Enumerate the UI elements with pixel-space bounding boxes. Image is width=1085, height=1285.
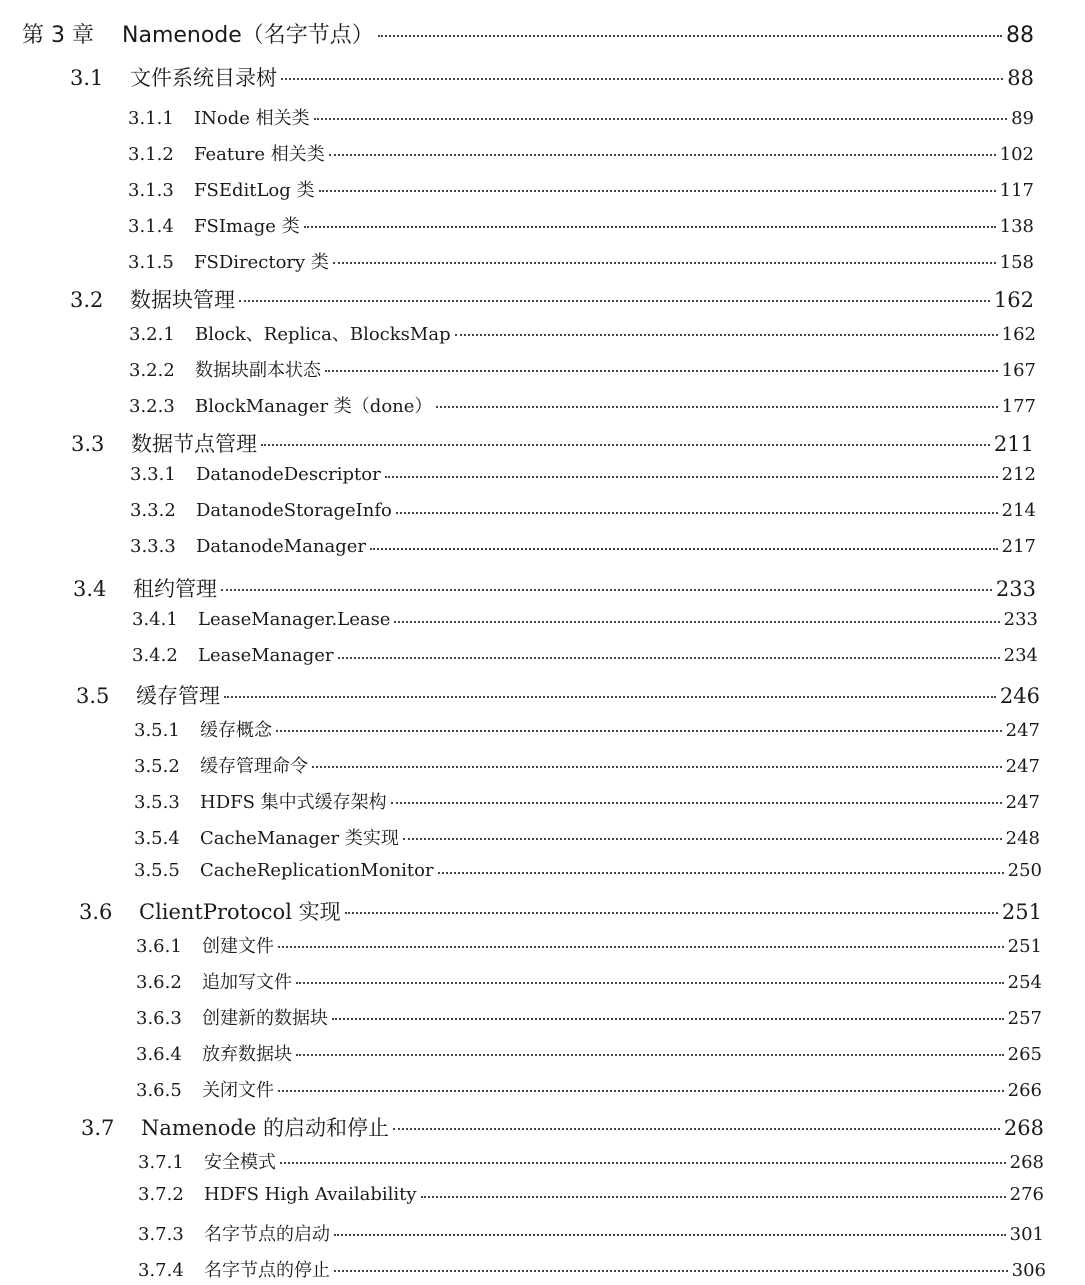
entry-title: Block、Replica、BlocksMap [195, 324, 451, 345]
entry-title: DatanodeStorageInfo [196, 500, 392, 521]
dot-leader [338, 657, 1000, 659]
entry-page-number: 250 [1007, 860, 1042, 881]
dot-leader [385, 476, 998, 478]
toc-subsection-entry[interactable] [132, 609, 1038, 630]
entry-title: HDFS 集中式缓存架构 [200, 792, 387, 813]
toc-subsection-entry[interactable] [138, 1220, 1044, 1246]
entry-number: 3.7.4 [138, 1260, 184, 1281]
entry-number: 3.6.1 [136, 936, 182, 957]
dot-leader [314, 118, 1008, 120]
entry-number: 3.7.3 [138, 1224, 184, 1245]
entry-title: 数据块管理 [130, 288, 235, 312]
toc-subsection-entry[interactable] [136, 968, 1042, 994]
entry-title: FSImage 类 [194, 216, 300, 237]
entry-number: 3.6.5 [136, 1080, 182, 1101]
entry-number: 3.7.2 [138, 1184, 184, 1205]
entry-title: LeaseManager.Lease [198, 609, 391, 630]
entry-title: 安全模式 [204, 1152, 276, 1173]
toc-subsection-entry[interactable] [130, 464, 1036, 485]
entry-title: HDFS High Availability [204, 1184, 417, 1205]
entry-number: 3.6 [79, 900, 113, 924]
toc-section-entry[interactable] [81, 1112, 1044, 1142]
toc-subsection-entry[interactable] [128, 212, 1034, 238]
entry-title: DatanodeDescriptor [196, 464, 381, 485]
entry-number: 3.1.1 [128, 108, 174, 129]
entry-page-number: 177 [1001, 396, 1036, 417]
entry-page-number: 217 [1001, 536, 1036, 557]
dot-leader [312, 766, 1002, 768]
dot-leader [296, 982, 1004, 984]
dot-leader [221, 589, 992, 591]
toc-subsection-entry[interactable] [134, 824, 1040, 850]
dot-leader [370, 548, 998, 550]
toc-subsection-entry[interactable] [134, 752, 1040, 778]
entry-number: 3.2.1 [129, 324, 175, 345]
entry-number: 3.2.2 [129, 360, 175, 381]
entry-page-number: 138 [999, 216, 1034, 237]
toc-subsection-entry[interactable] [136, 932, 1042, 958]
entry-number: 3.6.3 [136, 1008, 182, 1029]
entry-number: 3.2.3 [129, 396, 175, 417]
toc-subsection-entry[interactable] [128, 104, 1034, 130]
toc-subsection-entry[interactable] [130, 500, 1036, 521]
toc-section-entry[interactable] [71, 428, 1034, 458]
entry-title: 缓存管理 [136, 684, 220, 708]
chapter-page: 88 [1006, 23, 1034, 48]
entry-number: 3.6.2 [136, 972, 182, 993]
entry-page-number: 158 [999, 252, 1034, 273]
entry-title: 租约管理 [133, 577, 217, 601]
entry-title: 创建文件 [202, 936, 274, 957]
entry-title: FSDirectory 类 [194, 252, 329, 273]
dot-leader [280, 1162, 1006, 1164]
entry-page-number: 212 [1001, 464, 1036, 485]
entry-page-number: 254 [1007, 972, 1042, 993]
entry-page-number: 88 [1007, 66, 1034, 90]
dot-leader [393, 1128, 1000, 1130]
entry-number: 3.5.4 [134, 828, 180, 849]
entry-page-number: 233 [1003, 609, 1038, 630]
toc-section-entry[interactable] [79, 896, 1042, 926]
entry-title: 数据块副本状态 [195, 360, 321, 381]
dot-leader [281, 78, 1003, 80]
entry-title: 追加写文件 [202, 972, 292, 993]
dot-leader [345, 912, 998, 914]
entry-number: 3.7 [81, 1116, 115, 1140]
dot-leader [334, 1234, 1006, 1236]
entry-page-number: 268 [1003, 1116, 1044, 1140]
entry-title: CacheManager 类实现 [200, 828, 399, 849]
dot-leader [276, 730, 1002, 732]
toc-subsection-entry[interactable] [134, 716, 1040, 742]
toc-section-entry[interactable] [70, 62, 1034, 92]
entry-number: 3.3.1 [130, 464, 176, 485]
entry-page-number: 247 [1005, 756, 1040, 777]
entry-title: FSEditLog 类 [194, 180, 315, 201]
entry-number: 3.3.2 [130, 500, 176, 521]
entry-number: 3.5 [76, 684, 110, 708]
entry-number: 3.1.3 [128, 180, 174, 201]
entry-title: 数据节点管理 [131, 432, 257, 456]
entry-page-number: 257 [1007, 1008, 1042, 1029]
entry-page-number: 211 [993, 432, 1034, 456]
toc-subsection-entry[interactable] [136, 1076, 1042, 1102]
entry-number: 3.4.2 [132, 645, 178, 666]
entry-page-number: 246 [999, 684, 1040, 708]
chapter-number: 第 3 章 [22, 23, 94, 48]
dot-leader [378, 35, 1002, 37]
chapter-heading [22, 18, 1034, 49]
dot-leader [332, 1018, 1004, 1020]
dot-leader [396, 512, 998, 514]
entry-title: INode 相关类 [194, 108, 310, 129]
entry-title: Feature 相关类 [194, 144, 325, 165]
entry-number: 3.7.1 [138, 1152, 184, 1173]
entry-number: 3.3.3 [130, 536, 176, 557]
entry-page-number: 233 [995, 577, 1036, 601]
dot-leader [319, 190, 996, 192]
dot-leader [391, 802, 1002, 804]
entry-page-number: 117 [999, 180, 1034, 201]
dot-leader [333, 262, 996, 264]
toc-subsection-entry[interactable] [130, 536, 1036, 557]
dot-leader [438, 872, 1004, 874]
entry-title: 放弃数据块 [202, 1044, 292, 1065]
dot-leader [278, 1090, 1004, 1092]
entry-page-number: 167 [1001, 360, 1036, 381]
entry-number: 3.1 [70, 66, 104, 90]
entry-page-number: 89 [1011, 108, 1034, 129]
toc-subsection-entry[interactable] [128, 248, 1034, 274]
entry-number: 3.5.3 [134, 792, 180, 813]
dot-leader [296, 1054, 1004, 1056]
dot-leader [436, 406, 997, 408]
entry-title: DatanodeManager [196, 536, 366, 557]
entry-number: 3.4.1 [132, 609, 178, 630]
entry-title: 名字节点的停止 [204, 1260, 330, 1281]
entry-page-number: 276 [1009, 1184, 1044, 1205]
entry-page-number: 306 [1011, 1260, 1046, 1281]
toc-subsection-entry[interactable] [138, 1256, 1046, 1282]
toc-subsection-entry[interactable] [138, 1184, 1044, 1205]
toc-subsection-entry[interactable] [138, 1148, 1044, 1174]
entry-page-number: 268 [1009, 1152, 1044, 1173]
toc-subsection-entry[interactable] [136, 1004, 1042, 1030]
entry-page-number: 247 [1005, 792, 1040, 813]
toc-subsection-entry[interactable] [129, 392, 1036, 418]
dot-leader [239, 300, 990, 302]
entry-number: 3.1.2 [128, 144, 174, 165]
entry-page-number: 162 [993, 288, 1034, 312]
toc-section-entry[interactable] [73, 573, 1036, 603]
entry-title: 创建新的数据块 [202, 1008, 328, 1029]
entry-page-number: 248 [1005, 828, 1040, 849]
entry-page-number: 102 [999, 144, 1034, 165]
entry-page-number: 251 [1007, 936, 1042, 957]
entry-title: 缓存概念 [200, 720, 272, 741]
entry-page-number: 265 [1007, 1044, 1042, 1065]
dot-leader [325, 370, 998, 372]
entry-title: 缓存管理命令 [200, 756, 308, 777]
entry-number: 3.1.5 [128, 252, 174, 273]
entry-page-number: 266 [1007, 1080, 1042, 1101]
entry-page-number: 251 [1001, 900, 1042, 924]
entry-title: ClientProtocol 实现 [139, 900, 341, 924]
dot-leader [304, 226, 996, 228]
toc-section-entry[interactable] [76, 680, 1040, 710]
entry-number: 3.3 [71, 432, 105, 456]
entry-title: Namenode 的启动和停止 [141, 1116, 389, 1140]
entry-number: 3.5.1 [134, 720, 180, 741]
toc-subsection-entry[interactable] [128, 176, 1034, 202]
dot-leader [261, 444, 990, 446]
entry-title: 关闭文件 [202, 1080, 274, 1101]
toc-subsection-entry[interactable] [132, 645, 1038, 666]
dot-leader [224, 696, 996, 698]
dot-leader [455, 334, 998, 336]
dot-leader [329, 154, 996, 156]
entry-page-number: 234 [1003, 645, 1038, 666]
toc-subsection-entry[interactable] [134, 860, 1042, 881]
entry-page-number: 247 [1005, 720, 1040, 741]
toc-subsection-entry[interactable] [129, 320, 1036, 346]
dot-leader [334, 1270, 1008, 1272]
entry-title: LeaseManager [198, 645, 334, 666]
toc-subsection-entry[interactable] [128, 140, 1034, 166]
entry-title: 名字节点的启动 [204, 1224, 330, 1245]
dot-leader [403, 838, 1002, 840]
entry-number: 3.1.4 [128, 216, 174, 237]
dot-leader [394, 621, 999, 623]
entry-title: BlockManager 类（done） [195, 396, 433, 417]
dot-leader [421, 1196, 1006, 1198]
entry-number: 3.5.5 [134, 860, 180, 881]
entry-number: 3.6.4 [136, 1044, 182, 1065]
entry-number: 3.4 [73, 577, 107, 601]
chapter-title: Namenode（名字节点） [122, 23, 374, 48]
entry-page-number: 214 [1001, 500, 1036, 521]
entry-page-number: 301 [1009, 1224, 1044, 1245]
entry-page-number: 162 [1001, 324, 1036, 345]
toc-subsection-entry[interactable] [129, 356, 1036, 382]
toc-subsection-entry[interactable] [134, 788, 1040, 814]
toc-subsection-entry[interactable] [136, 1040, 1042, 1066]
entry-number: 3.2 [70, 288, 104, 312]
dot-leader [278, 946, 1004, 948]
entry-number: 3.5.2 [134, 756, 180, 777]
toc-section-entry[interactable] [70, 284, 1034, 314]
entry-title: CacheReplicationMonitor [200, 860, 434, 881]
entry-title: 文件系统目录树 [130, 66, 277, 90]
